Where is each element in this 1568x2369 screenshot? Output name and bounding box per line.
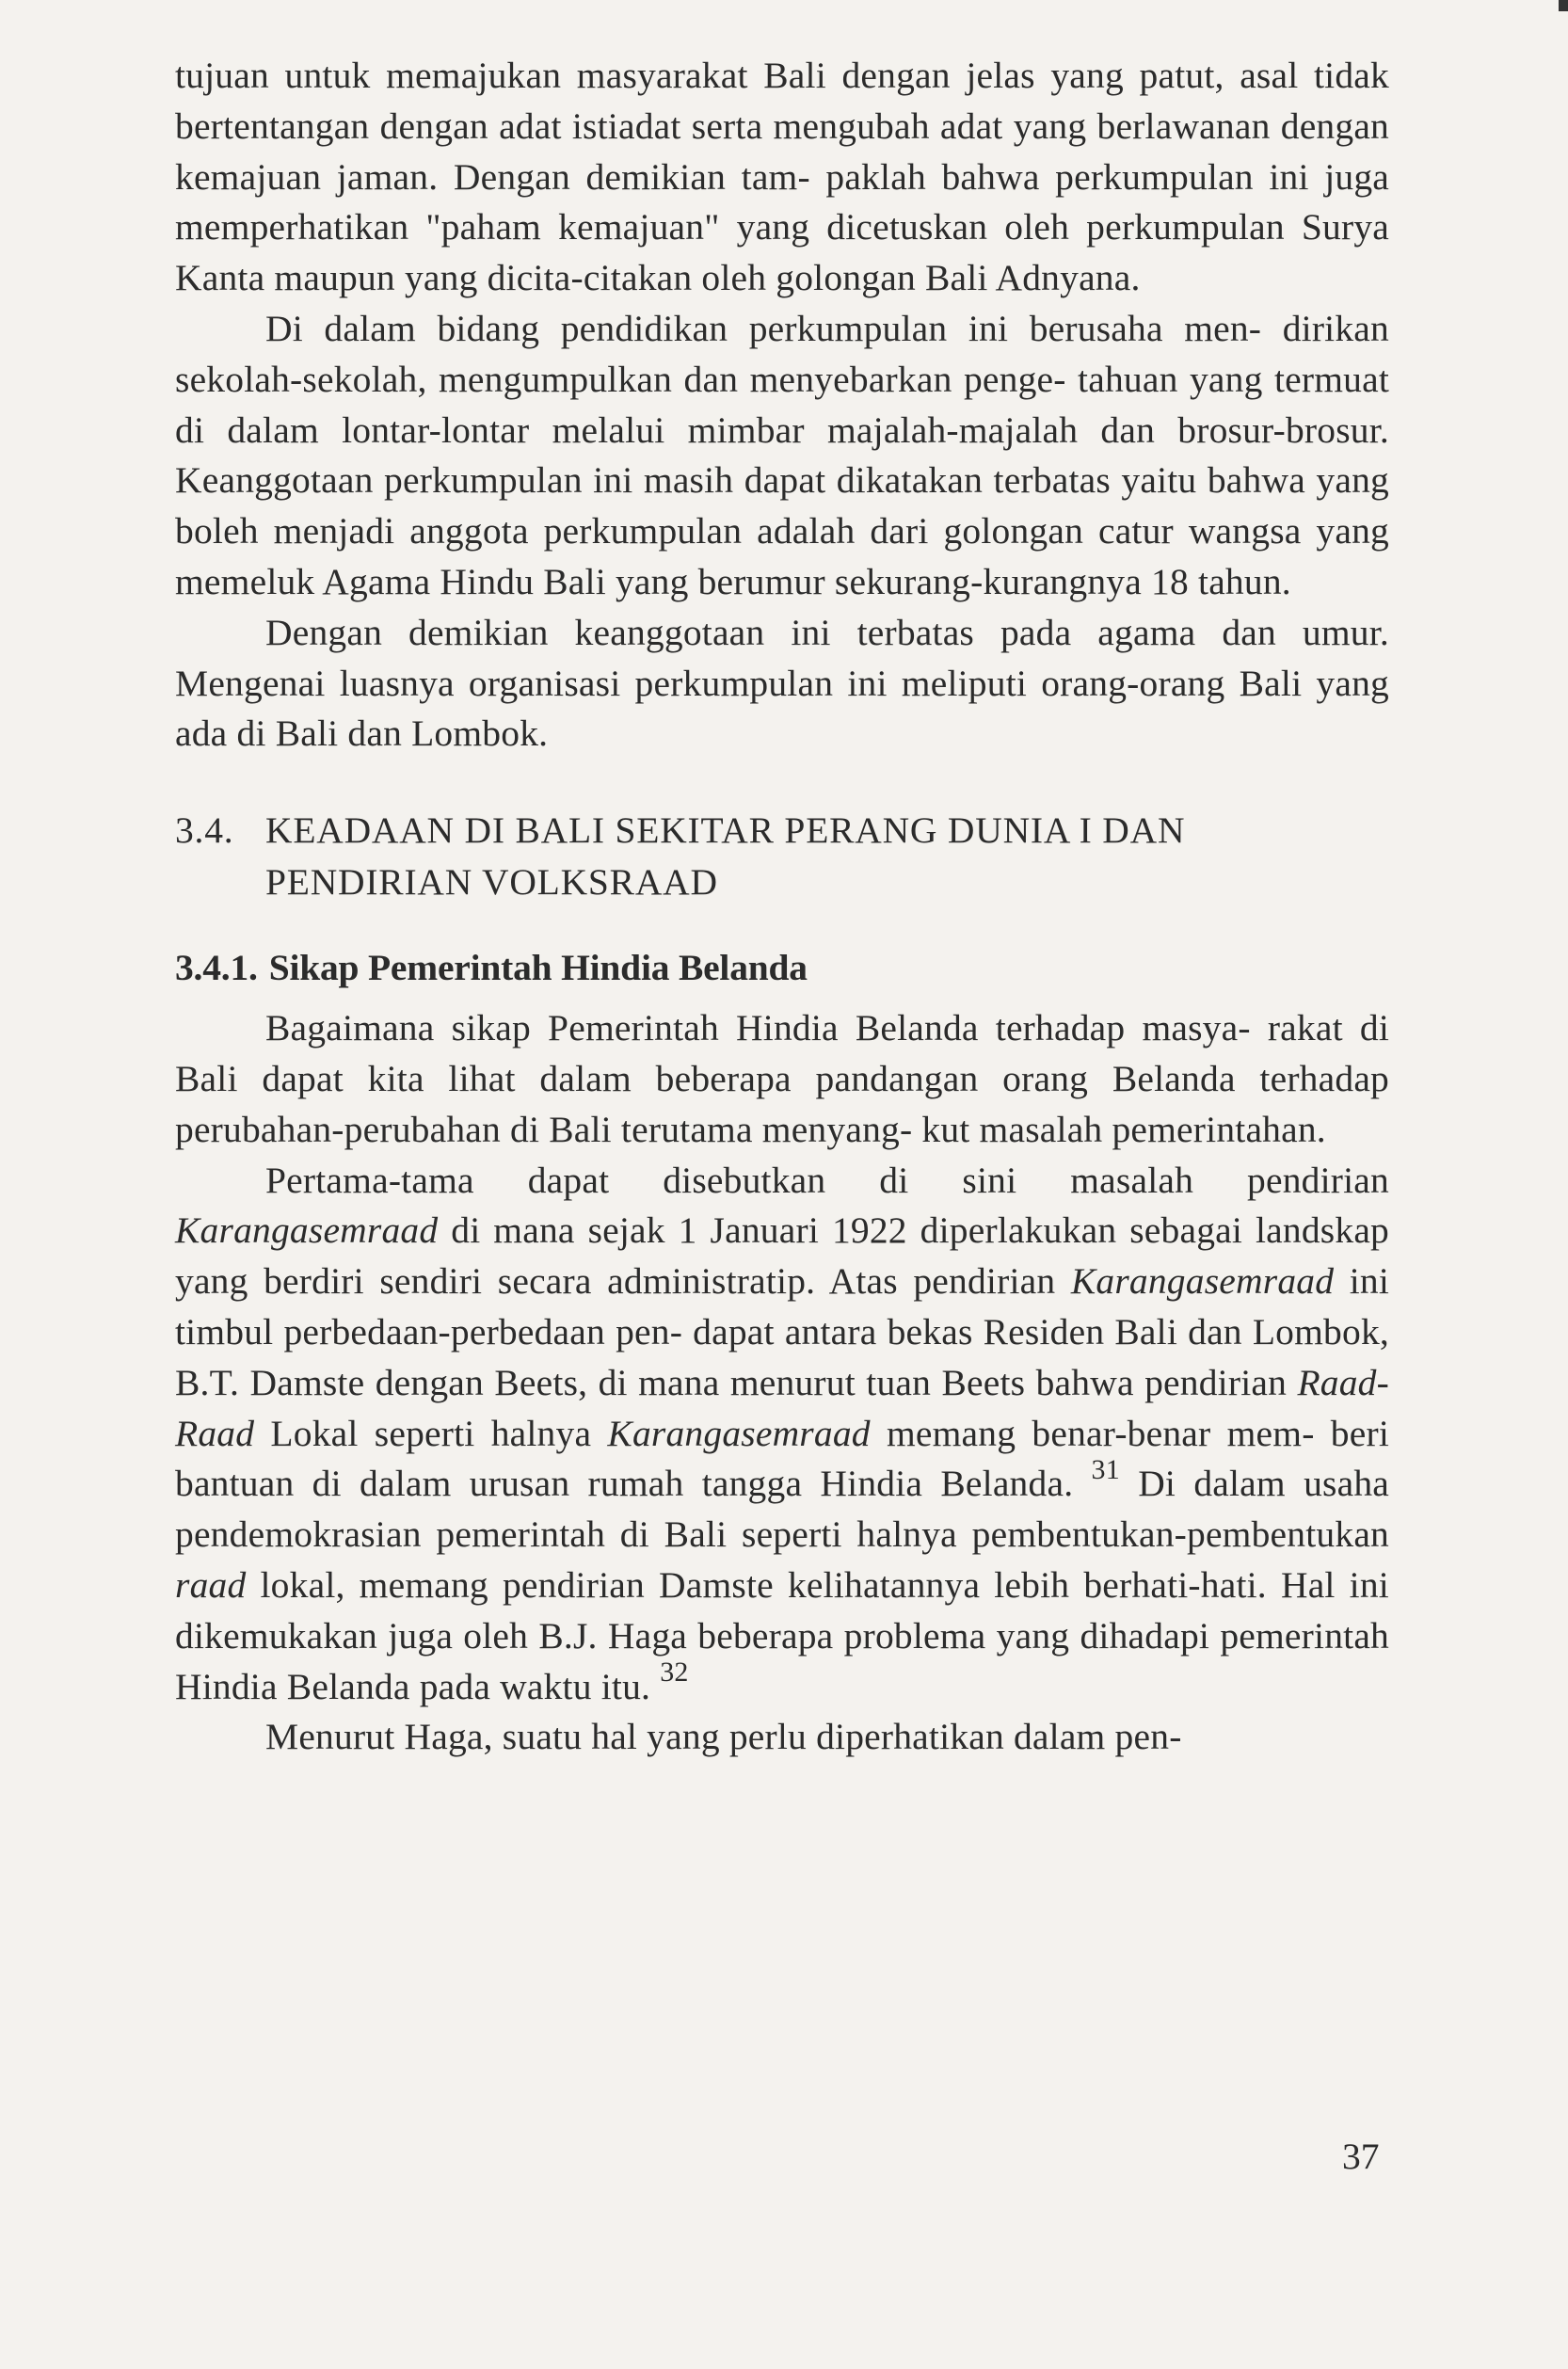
italic-term: Raad-Raad xyxy=(175,1361,1389,1454)
page-number: 37 xyxy=(1342,2136,1380,2177)
text-line: Menurut Haga, suatu hal yang perlu diperhatikan dalam pen- xyxy=(265,1716,1182,1758)
paragraph-5 xyxy=(175,1156,1389,1713)
text-line: Belanda terhadap perubahan-perubahan di Bali terutama menyang- xyxy=(175,1057,1389,1150)
text-line: memeluk Agama Hindu Bali yang berumur sekurang-kurangnya xyxy=(175,560,1142,602)
text-line: tahuan yang termuat di dalam lontar-lontar melalui mimbar xyxy=(175,358,1389,451)
text-line: Di dalam usaha pendemokrasian pemerintah di Bali seperti halnya xyxy=(175,1463,1390,1556)
paragraph-1 xyxy=(175,51,1389,304)
paragraph-6 xyxy=(175,1712,1389,1763)
text-line: masih dapat dikatakan terbatas yaitu bahwa yang boleh menjadi xyxy=(175,459,1389,552)
text-line: umur. Mengenai luasnya organisasi perkumpulan ini meliputi xyxy=(175,611,1389,704)
footnote-ref-31: 31 xyxy=(1091,1454,1120,1486)
text-line: sebagai landskap yang berdiri sendiri secara administratip. Atas xyxy=(175,1209,1390,1303)
text-line: Di dalam bidang pendidikan perkumpulan ini berusaha men- xyxy=(265,307,1262,349)
italic-term: Karangasemraad xyxy=(1070,1260,1335,1303)
section-title xyxy=(265,805,1389,908)
text-line: kelihatannya lebih berhati-hati. Hal ini dikemukakan juga oleh xyxy=(175,1563,1389,1657)
paragraph-2 xyxy=(175,304,1389,608)
text-line: rakat di Bali dapat kita lihat dalam beberapa pandangan orang xyxy=(175,1007,1389,1099)
section-title-line: KEADAAN DI BALI SEKITAR PERANG DUNIA I DAN xyxy=(265,809,1186,852)
text-line: ini timbul perbedaan-perbedaan pen- xyxy=(175,1260,1389,1353)
italic-term: Karangasemraad xyxy=(175,1209,439,1252)
section-number: 3.4. xyxy=(175,809,234,852)
text-line: pendirian xyxy=(913,1260,1071,1303)
text-line: dirikan sekolah-sekolah, mengumpulkan dan menyebarkan penge- xyxy=(175,307,1389,400)
text-line: majalah-majalah dan brosur-brosur. Keanggotaan perkumpulan ini xyxy=(175,408,1389,502)
text-line: Bagaimana sikap Pemerintah Hindia Belanda terhadap masya- xyxy=(265,1007,1251,1049)
text-line: maupun yang dicita-citakan oleh golongan Bali Adnyana. xyxy=(274,257,1141,299)
text-line: Pertama-tama dapat disebutkan di sini masalah pendirian xyxy=(265,1159,1389,1201)
text-line: Lokal seperti halnya xyxy=(270,1412,608,1454)
text-line: lokal, memang pendirian Damste xyxy=(246,1563,774,1606)
text-line: pembentukan-pembentukan xyxy=(971,1513,1389,1556)
text-line: Beets, di mana menurut tuan Beets bahwa pendirian xyxy=(494,1361,1298,1403)
text-line: beri bantuan di dalam urusan rumah tangga Hindia Belanda. xyxy=(175,1412,1390,1505)
text-line: 18 tahun. xyxy=(1151,560,1291,602)
text-line: memang benar-benar mem- xyxy=(870,1412,1315,1454)
text-line: asal tidak bertentangan dengan adat istiadat serta mengubah adat xyxy=(175,55,1389,147)
text-line: anggota perkumpulan adalah dari golongan catur wangsa yang xyxy=(409,510,1389,552)
paragraph-4 xyxy=(175,1003,1389,1155)
text-line: orang-orang Bali yang ada di Bali dan Lombok. xyxy=(175,662,1390,755)
subsection-heading xyxy=(175,942,1389,994)
subsection-number: 3.4.1. xyxy=(175,947,258,989)
text-line: dapat antara bekas Residen Bali dan Lombok, B.T. Damste dengan xyxy=(175,1310,1389,1403)
text-line: paklah bahwa perkumpulan ini juga memperhatikan "paham xyxy=(175,155,1390,248)
footnote-ref-32: 32 xyxy=(660,1657,689,1689)
text-line: Belanda pada waktu itu. xyxy=(286,1665,651,1707)
paragraph-3 xyxy=(175,608,1389,760)
italic-term: raad xyxy=(175,1563,247,1606)
scan-edge-mark xyxy=(1559,0,1568,11)
section-title-line: PENDIRIAN VOLKSRAAD xyxy=(265,861,718,904)
text-line: di mana sejak 1 Januari 1922 diperlakukan xyxy=(438,1209,1117,1252)
text-line: kut masalah pemerintahan. xyxy=(921,1108,1326,1150)
document-page xyxy=(175,51,1389,1763)
text-line: Dengan demikian keanggotaan ini terbatas pada agama dan xyxy=(265,611,1276,653)
text-line: kemajuan" yang dicetuskan oleh perkumpulan Surya Kanta xyxy=(175,206,1390,299)
text-line: B.J. Haga beberapa problema yang dihadapi pemerintah Hindia xyxy=(175,1614,1390,1707)
subsection-title: Sikap Pemerintah Hindia Belanda xyxy=(268,947,808,989)
italic-term: Karangasemraad xyxy=(607,1412,871,1454)
text-line: yang berlawanan dengan kemajuan jaman. Dengan demikian tam- xyxy=(175,104,1390,198)
text-line: tujuan untuk memajukan masyarakat Bali dengan jelas yang patut, xyxy=(175,55,1224,96)
section-heading xyxy=(175,805,1389,908)
